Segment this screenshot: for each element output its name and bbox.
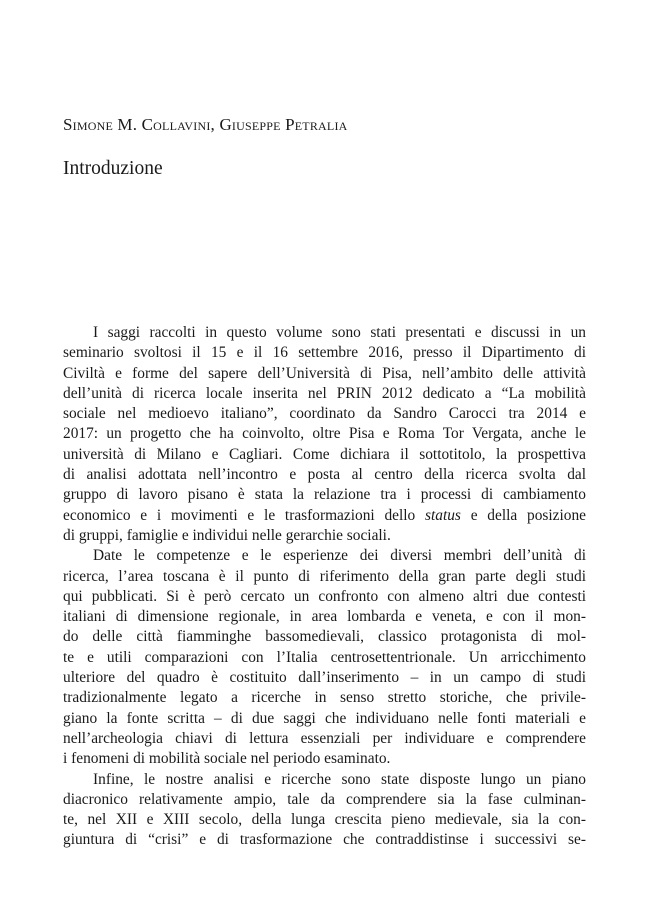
body-text (63, 323, 586, 851)
text-line: sociale nel medioevo italiano”, coordinato da Sandro Carocci tra 2014 e (63, 405, 586, 423)
chapter-title: Introduzione (63, 158, 163, 179)
text-line: nell’archeologia chiavi di lettura essenziali per individuare e comprendere (63, 729, 586, 747)
text-line: ricerca, l’area toscana è il punto di riferimento della gran parte degli studi (63, 567, 586, 585)
text-line: gruppo di lavoro pisano è stata la relazione tra i processi di cambiamento (63, 486, 586, 504)
text-line: tradizionalmente legato a ricerche in senso stretto storiche, che privile- (63, 689, 586, 707)
text-line: Infine, le nostre analisi e ricerche sono state disposte lungo un piano (93, 770, 586, 788)
text-line: do delle città fiamminghe bassomedievali, classico protagonista di mol- (63, 628, 586, 646)
text-line: di analisi adottata nell’incontro e posta al centro della ricerca svolta dal (63, 466, 586, 484)
text-line: dell’unità di ricerca locale inserita nel PRIN 2012 dedicato a “La mobilità (63, 384, 586, 402)
text-line: I saggi raccolti in questo volume sono stati presentati e discussi in un (93, 324, 586, 341)
text-line: te, nel XII e XIII secolo, della lunga crescita pieno medievale, sia la con- (63, 811, 586, 829)
text-line: 2017: un progetto che ha coinvolto, oltre Pisa e Roma Tor Vergata, anche le (63, 425, 586, 443)
text-line: giano la fonte scritta – di due saggi che individuano nelle fonti materiali e (63, 709, 586, 727)
text-line: italiani di dimensione regionale, in area lombarda e veneta, e con il mon- (63, 608, 586, 626)
text-line: qui pubblicati. Si è però cercato un confronto con almeno altri due contesti (63, 587, 586, 605)
text-segment: economico e i movimenti e le trasformazioni dello (63, 506, 425, 524)
chapter-authors: Simone M. Collavini, Giuseppe Petralia (63, 115, 348, 134)
text-line: giuntura di “crisi” e di trasformazione che contraddistinse i successivi se- (63, 831, 586, 849)
text-line: di gruppi, famiglie e individui nelle gerarchie sociali. (63, 526, 391, 544)
text-segment: e della posizione (460, 506, 586, 524)
text-line: diacronico relativamente ampio, tale da comprendere sia la fase culminan- (63, 790, 586, 808)
text-line: seminario svoltosi il 15 e il 16 settembre 2016, presso il Dipartimento di (63, 344, 586, 362)
text-line (63, 506, 586, 526)
text-line: università di Milano e Cagliari. Come dichiara il sottotitolo, la prospettiva (63, 445, 586, 463)
text-line: te e utili comparazioni con l’Italia centrosettentrionale. Un arricchimento (63, 648, 586, 666)
text-line: i fenomeni di mobilità sociale nel periodo esaminato. (63, 750, 391, 768)
italic-term: status (425, 506, 461, 524)
text-line: Civiltà e forme del sapere dell’Università di Pisa, nell’ambito delle attività (63, 364, 586, 382)
text-line: Date le competenze e le esperienze dei diversi membri dell’unità di (93, 547, 586, 565)
text-line: ulteriore del quadro è costituito dall’inserimento – in un campo di studi (63, 669, 586, 687)
